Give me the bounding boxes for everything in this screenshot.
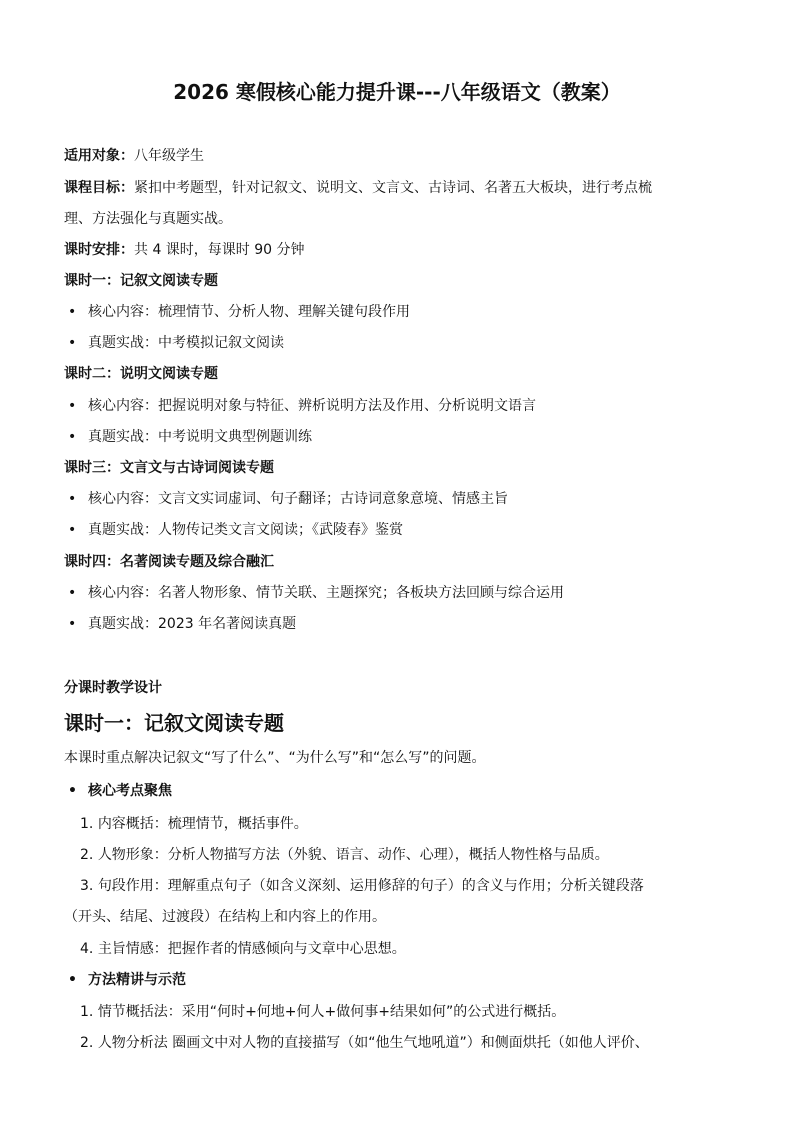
focus-item (80, 876, 644, 896)
focus-item (80, 845, 609, 865)
lesson-2-core: 核心内容：把握说明对象与特征、辨析说明方法及作用、分析说明文语言 (88, 398, 536, 414)
lesson-4-practice: 真题实战：2023 年名著阅读真题 (88, 616, 297, 632)
focus-item-continued: （开头、结尾、过渡段）在结构上和内容上的作用。 (64, 909, 386, 925)
lesson-2-practice: 真题实战：中考说明文典型例题训练 (88, 429, 312, 445)
target-label: 适用对象： (64, 148, 134, 164)
method-title: 方法精讲与示范 (88, 972, 186, 988)
lesson-1-heading: 课时一：记叙文阅读专题 (64, 273, 218, 289)
bullet-dot: • (68, 972, 77, 988)
bullet-dot: • (68, 398, 77, 414)
goal-text-1: 紧扣中考题型，针对记叙文、说明文、文言文、古诗词、名著五大板块，进行考点梳 (134, 180, 652, 196)
target-line (64, 146, 204, 166)
item-text: 人物分析法 圈画文中对人物的直接描写（如“他生气地吼道”）和侧面烘托（如他人评价、 (97, 1035, 649, 1051)
item-text: 情节概括法：采用“何时+何地+何人+做何事+结果如何”的公式进行概括。 (97, 1004, 566, 1020)
goal-line-1 (64, 178, 652, 198)
document-title: 2026 寒假核心能力提升课---八年级语文（教案） (173, 80, 621, 104)
item-number: 1. (80, 1004, 94, 1020)
design-label: 分课时教学设计 (64, 680, 162, 696)
bullet-dot: • (68, 616, 77, 632)
item-number: 2. (80, 847, 94, 863)
target-value: 八年级学生 (134, 148, 204, 164)
goal-label: 课程目标： (64, 180, 134, 196)
item-number: 2. (80, 1035, 94, 1051)
lesson-1-section-title: 课时一：记叙文阅读专题 (64, 711, 284, 735)
lesson-1-core: 核心内容：梳理情节、分析人物、理解关键句段作用 (88, 304, 410, 320)
lesson-3-core: 核心内容：文言文实词虚词、句子翻译；古诗词意象意境、情感主旨 (88, 491, 508, 507)
lesson-4-heading: 课时四：名著阅读专题及综合融汇 (64, 554, 274, 570)
method-item (80, 1002, 565, 1022)
focus-item (80, 814, 308, 834)
bullet-dot: • (68, 491, 77, 507)
item-text: 内容概括：梳理情节，概括事件。 (97, 816, 308, 832)
bullet-dot: • (68, 522, 77, 538)
schedule-line (64, 240, 305, 260)
item-text: 句段作用：理解重点句子（如含义深刻、运用修辞的句子）的含义与作用；分析关键段落 (97, 878, 644, 894)
lesson-1-intro: 本课时重点解决记叙文“写了什么”、“为什么写”和“怎么写”的问题。 (64, 750, 486, 766)
bullet-dot: • (68, 585, 77, 601)
lesson-4-core: 核心内容：名著人物形象、情节关联、主题探究；各板块方法回顾与综合运用 (88, 585, 564, 601)
lesson-2-heading: 课时二：说明文阅读专题 (64, 366, 218, 382)
lesson-1-practice: 真题实战：中考模拟记叙文阅读 (88, 335, 284, 351)
lesson-3-heading: 课时三：文言文与古诗词阅读专题 (64, 460, 274, 476)
lesson-3-practice: 真题实战：人物传记类文言文阅读；《武陵春》鉴赏 (88, 522, 403, 538)
method-item (80, 1033, 649, 1053)
goal-line-2: 理、方法强化与真题实战。 (64, 211, 232, 227)
focus-title: 核心考点聚焦 (88, 783, 172, 799)
bullet-dot: • (68, 783, 77, 799)
item-text: 主旨情感：把握作者的情感倾向与文章中心思想。 (97, 941, 406, 957)
bullet-dot: • (68, 335, 77, 351)
focus-item (80, 939, 406, 959)
item-number: 1. (80, 816, 94, 832)
schedule-value: 共 4 课时，每课时 90 分钟 (134, 242, 305, 258)
schedule-label: 课时安排： (64, 242, 134, 258)
item-text: 人物形象：分析人物描写方法（外貌、语言、动作、心理），概括人物性格与品质。 (97, 847, 609, 863)
item-number: 4. (80, 941, 94, 957)
bullet-dot: • (68, 304, 77, 320)
item-number: 3. (80, 878, 94, 894)
bullet-dot: • (68, 429, 77, 445)
